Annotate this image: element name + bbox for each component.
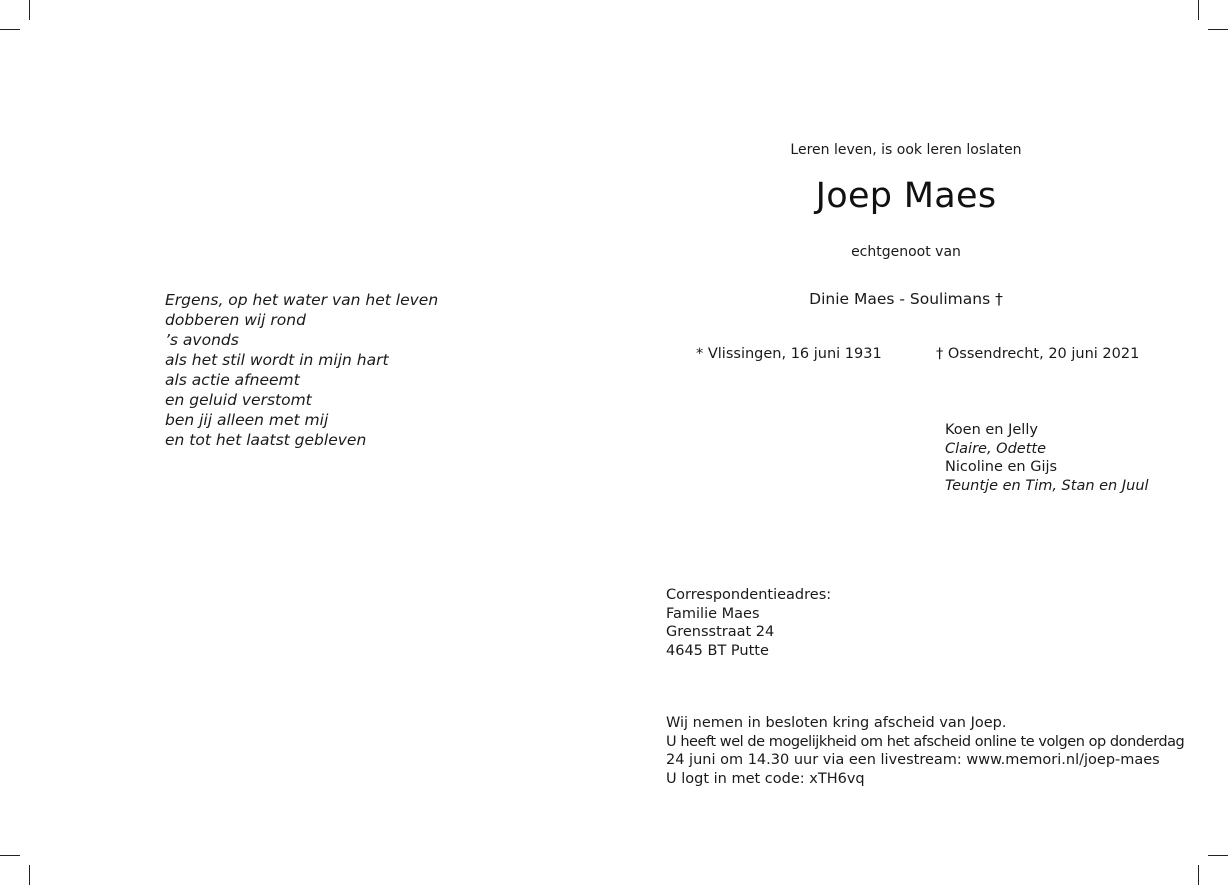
family-line: Koen en Jelly <box>945 422 1038 438</box>
crop-mark-top-right-horizontal <box>1208 29 1228 30</box>
correspondence-address <box>666 586 831 660</box>
death-date: † Ossendrecht, 20 juni 2021 <box>936 346 1140 362</box>
family-list <box>945 421 1149 495</box>
crop-mark-bottom-left-vertical <box>29 865 30 885</box>
deceased-name: Joep Maes <box>815 176 997 216</box>
spouse-label: echtgenoot van <box>851 244 961 260</box>
poem-line: als actie afneemt <box>165 371 300 389</box>
family-line: Claire, Odette <box>945 440 1046 457</box>
crop-mark-bottom-left-horizontal <box>0 855 20 856</box>
poem <box>165 290 438 450</box>
family-line: Teuntje en Tim, Stan en Juul <box>945 477 1149 494</box>
birth-date: * Vlissingen, 16 juni 1931 <box>696 346 882 362</box>
notice-line: U logt in met code: xTH6vq <box>666 770 865 787</box>
crop-mark-top-left-vertical <box>29 0 30 20</box>
poem-line: dobberen wij rond <box>165 311 306 329</box>
crop-mark-bottom-right-vertical <box>1198 865 1199 885</box>
poem-line: ben jij alleen met mij <box>165 411 329 429</box>
address-line: 4645 BT Putte <box>666 642 769 659</box>
family-line: Nicoline en Gijs <box>945 459 1058 475</box>
poem-line: Ergens, op het water van het leven <box>165 291 439 309</box>
farewell-notice <box>666 714 1184 788</box>
crop-mark-top-right-vertical <box>1198 0 1199 20</box>
crop-mark-bottom-right-horizontal <box>1208 855 1228 856</box>
motto: Leren leven, is ook leren loslaten <box>790 142 1022 158</box>
address-line: Grensstraat 24 <box>666 624 775 640</box>
poem-line: ’s avonds <box>165 331 239 349</box>
poem-line: en tot het laatst gebleven <box>165 431 367 449</box>
poem-line: en geluid verstomt <box>165 391 312 409</box>
address-line: Correspondentieadres: <box>666 587 832 603</box>
crop-mark-top-left-horizontal <box>0 29 20 30</box>
notice-line: Wij nemen in besloten kring afscheid van Joep. <box>666 715 1007 731</box>
notice-line: U heeft wel de mogelijkheid om het afscheid online te volgen op donderdag <box>666 733 1185 750</box>
poem-line: als het stil wordt in mijn hart <box>165 351 389 369</box>
notice-line: 24 juni om 14.30 uur via een livestream: www.memori.nl/joep-maes <box>666 752 1160 768</box>
address-line: Familie Maes <box>666 605 760 622</box>
spouse-name: Dinie Maes - Soulimans † <box>809 290 1003 308</box>
